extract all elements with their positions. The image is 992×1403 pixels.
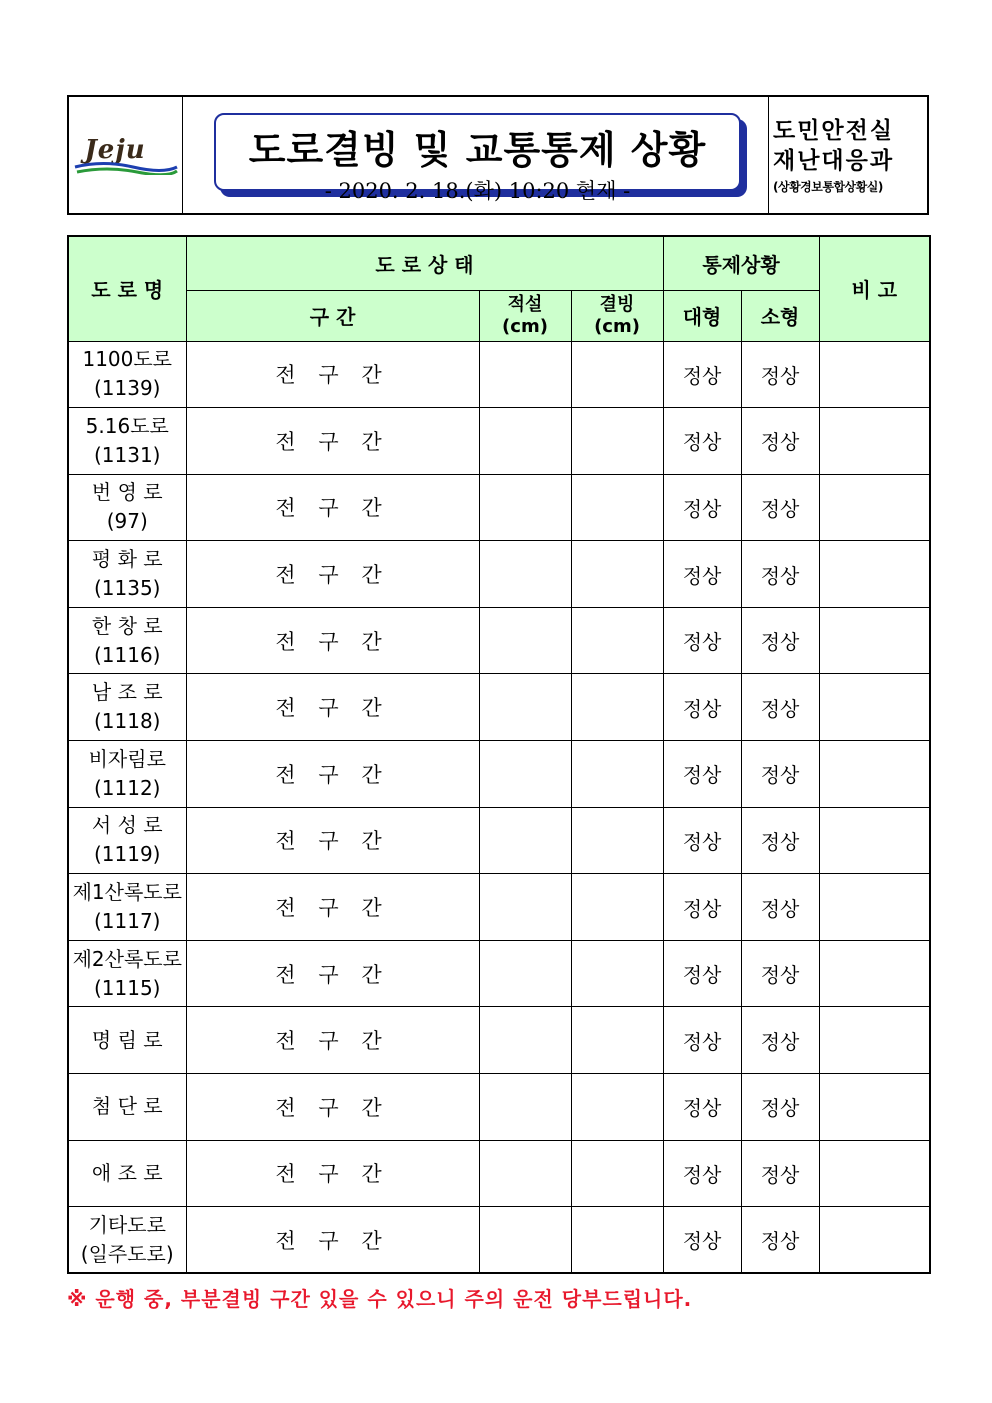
header-ice xyxy=(571,290,663,341)
small-vehicle-status: 정상 xyxy=(741,940,819,1007)
road-code: (1115) xyxy=(93,975,161,1000)
remarks-cell xyxy=(819,607,930,674)
small-vehicle-status: 정상 xyxy=(741,1140,819,1207)
wave-icon xyxy=(73,161,179,175)
caution-notice: ※ 운행 중, 부분결빙 구간 있을 수 있으니 주의 운전 당부드립니다. xyxy=(67,1287,693,1311)
snow-cell xyxy=(479,1207,571,1274)
small-vehicle-status: 정상 xyxy=(741,541,819,608)
header-snow-text: 적설 (cm) xyxy=(502,293,548,337)
section-cell: 전 구 간 xyxy=(186,541,479,608)
road-name: 5.16도로 xyxy=(85,413,169,438)
snow-cell xyxy=(479,1007,571,1074)
ice-cell xyxy=(571,807,663,874)
table-row xyxy=(68,607,930,674)
ice-cell xyxy=(571,1140,663,1207)
section-cell: 전 구 간 xyxy=(186,474,479,541)
table-row xyxy=(68,1207,930,1274)
remarks-cell xyxy=(819,1074,930,1141)
title-cell xyxy=(183,97,768,213)
ice-cell xyxy=(571,341,663,408)
title-box xyxy=(214,113,747,203)
small-vehicle-status: 정상 xyxy=(741,408,819,475)
remarks-cell xyxy=(819,741,930,808)
section-cell: 전 구 간 xyxy=(186,741,479,808)
road-code: (1117) xyxy=(93,909,161,934)
table-row xyxy=(68,341,930,408)
header-remarks: 비 고 xyxy=(819,236,930,341)
snow-cell xyxy=(479,541,571,608)
remarks-cell xyxy=(819,1007,930,1074)
road-name: 서 성 로 xyxy=(91,813,163,838)
logo-text: Jeju xyxy=(84,135,146,165)
table-row xyxy=(68,1140,930,1207)
road-code: (1131) xyxy=(93,442,161,467)
road-name-cell xyxy=(68,1207,186,1274)
header-control-status: 통제상황 xyxy=(663,236,819,290)
header-ice-text: 결빙 (cm) xyxy=(594,293,640,337)
small-vehicle-status: 정상 xyxy=(741,674,819,741)
road-code: (1116) xyxy=(93,642,161,667)
ice-cell xyxy=(571,741,663,808)
document-header xyxy=(67,95,929,215)
section-cell: 전 구 간 xyxy=(186,607,479,674)
ice-cell xyxy=(571,408,663,475)
large-vehicle-status: 정상 xyxy=(663,1140,741,1207)
snow-cell xyxy=(479,474,571,541)
road-name: 비자림로 xyxy=(88,746,166,771)
road-name: 번 영 로 xyxy=(91,480,163,505)
road-code: (1118) xyxy=(93,709,161,734)
road-code: (1112) xyxy=(93,775,161,800)
remarks-cell xyxy=(819,408,930,475)
section-cell: 전 구 간 xyxy=(186,874,479,941)
table-row xyxy=(68,874,930,941)
small-vehicle-status: 정상 xyxy=(741,1074,819,1141)
ice-cell xyxy=(571,1207,663,1274)
snow-cell xyxy=(479,674,571,741)
small-vehicle-status: 정상 xyxy=(741,1207,819,1274)
road-code: (97) xyxy=(106,509,148,534)
small-vehicle-status: 정상 xyxy=(741,474,819,541)
road-name: 명 림 로 xyxy=(91,1027,163,1052)
road-name-cell xyxy=(68,674,186,741)
remarks-cell xyxy=(819,474,930,541)
remarks-cell xyxy=(819,1207,930,1274)
road-name-cell xyxy=(68,807,186,874)
road-name-cell xyxy=(68,341,186,408)
road-name: 기타도로 xyxy=(88,1212,166,1237)
road-name-cell xyxy=(68,607,186,674)
large-vehicle-status: 정상 xyxy=(663,1207,741,1274)
snow-cell xyxy=(479,940,571,1007)
large-vehicle-status: 정상 xyxy=(663,874,741,941)
table-row xyxy=(68,1074,930,1141)
small-vehicle-status: 정상 xyxy=(741,807,819,874)
road-code: (1119) xyxy=(93,842,161,867)
large-vehicle-status: 정상 xyxy=(663,807,741,874)
report-date: - 2020. 2. 18.(화) 10:20 현재 - xyxy=(324,179,631,203)
section-cell: 전 구 간 xyxy=(186,1007,479,1074)
remarks-cell xyxy=(819,807,930,874)
large-vehicle-status: 정상 xyxy=(663,674,741,741)
large-vehicle-status: 정상 xyxy=(663,1007,741,1074)
remarks-cell xyxy=(819,541,930,608)
road-name-cell xyxy=(68,474,186,541)
org-department: 도민안전실 xyxy=(773,117,895,144)
ice-cell xyxy=(571,874,663,941)
snow-cell xyxy=(479,1140,571,1207)
remarks-cell xyxy=(819,1140,930,1207)
large-vehicle-status: 정상 xyxy=(663,940,741,1007)
header-road-status: 도 로 상 태 xyxy=(186,236,663,290)
ice-cell xyxy=(571,607,663,674)
road-name: 남 조 로 xyxy=(91,680,163,705)
small-vehicle-status: 정상 xyxy=(741,341,819,408)
header-road-name: 도 로 명 xyxy=(68,236,186,341)
org-office: (상황경보통합상황실) xyxy=(773,179,883,194)
road-name-cell xyxy=(68,874,186,941)
road-name: 첨 단 로 xyxy=(91,1094,163,1119)
table-row xyxy=(68,940,930,1007)
table-row xyxy=(68,807,930,874)
road-name: 1100도로 xyxy=(82,347,173,372)
snow-cell xyxy=(479,807,571,874)
section-cell: 전 구 간 xyxy=(186,1140,479,1207)
section-cell: 전 구 간 xyxy=(186,1207,479,1274)
section-cell: 전 구 간 xyxy=(186,940,479,1007)
large-vehicle-status: 정상 xyxy=(663,408,741,475)
header-small: 소형 xyxy=(741,290,819,341)
large-vehicle-status: 정상 xyxy=(663,1074,741,1141)
road-name: 제1산록도로 xyxy=(72,880,182,905)
snow-cell xyxy=(479,1074,571,1141)
snow-cell xyxy=(479,607,571,674)
road-name: 제2산록도로 xyxy=(72,946,182,971)
ice-cell xyxy=(571,1074,663,1141)
small-vehicle-status: 정상 xyxy=(741,741,819,808)
remarks-cell xyxy=(819,940,930,1007)
road-name-cell xyxy=(68,1140,186,1207)
road-code: (일주도로) xyxy=(80,1241,174,1266)
snow-cell xyxy=(479,741,571,808)
small-vehicle-status: 정상 xyxy=(741,607,819,674)
header-section: 구 간 xyxy=(186,290,479,341)
table-row xyxy=(68,541,930,608)
road-code: (1139) xyxy=(93,376,161,401)
section-cell: 전 구 간 xyxy=(186,674,479,741)
table-row xyxy=(68,741,930,808)
road-name-cell xyxy=(68,940,186,1007)
road-code: (1135) xyxy=(93,576,161,601)
ice-cell xyxy=(571,474,663,541)
ice-cell xyxy=(571,541,663,608)
road-name: 한 창 로 xyxy=(91,613,163,638)
road-name-cell xyxy=(68,741,186,808)
table-row xyxy=(68,408,930,475)
road-name-cell xyxy=(68,408,186,475)
ice-cell xyxy=(571,940,663,1007)
snow-cell xyxy=(479,874,571,941)
remarks-cell xyxy=(819,341,930,408)
jeju-logo xyxy=(73,135,179,175)
remarks-cell xyxy=(819,674,930,741)
snow-cell xyxy=(479,341,571,408)
small-vehicle-status: 정상 xyxy=(741,874,819,941)
table-row xyxy=(68,674,930,741)
table-row xyxy=(68,474,930,541)
organization-cell xyxy=(768,97,927,213)
header-large: 대형 xyxy=(663,290,741,341)
title-panel xyxy=(214,113,741,203)
road-name-cell xyxy=(68,1074,186,1141)
large-vehicle-status: 정상 xyxy=(663,741,741,808)
large-vehicle-status: 정상 xyxy=(663,341,741,408)
table-row xyxy=(68,1007,930,1074)
section-cell: 전 구 간 xyxy=(186,1074,479,1141)
header-snow xyxy=(479,290,571,341)
large-vehicle-status: 정상 xyxy=(663,474,741,541)
section-cell: 전 구 간 xyxy=(186,341,479,408)
small-vehicle-status: 정상 xyxy=(741,1007,819,1074)
road-name: 평 화 로 xyxy=(91,547,163,572)
road-name: 애 조 로 xyxy=(91,1160,163,1185)
page-title: 도로결빙 및 교통통제 상황 xyxy=(248,128,707,172)
section-cell: 전 구 간 xyxy=(186,408,479,475)
road-status-table xyxy=(67,235,931,1274)
large-vehicle-status: 정상 xyxy=(663,607,741,674)
ice-cell xyxy=(571,674,663,741)
road-name-cell xyxy=(68,541,186,608)
road-name-cell xyxy=(68,1007,186,1074)
org-division: 재난대응과 xyxy=(773,147,895,174)
remarks-cell xyxy=(819,874,930,941)
section-cell: 전 구 간 xyxy=(186,807,479,874)
large-vehicle-status: 정상 xyxy=(663,541,741,608)
logo-cell xyxy=(69,97,183,213)
snow-cell xyxy=(479,408,571,475)
ice-cell xyxy=(571,1007,663,1074)
